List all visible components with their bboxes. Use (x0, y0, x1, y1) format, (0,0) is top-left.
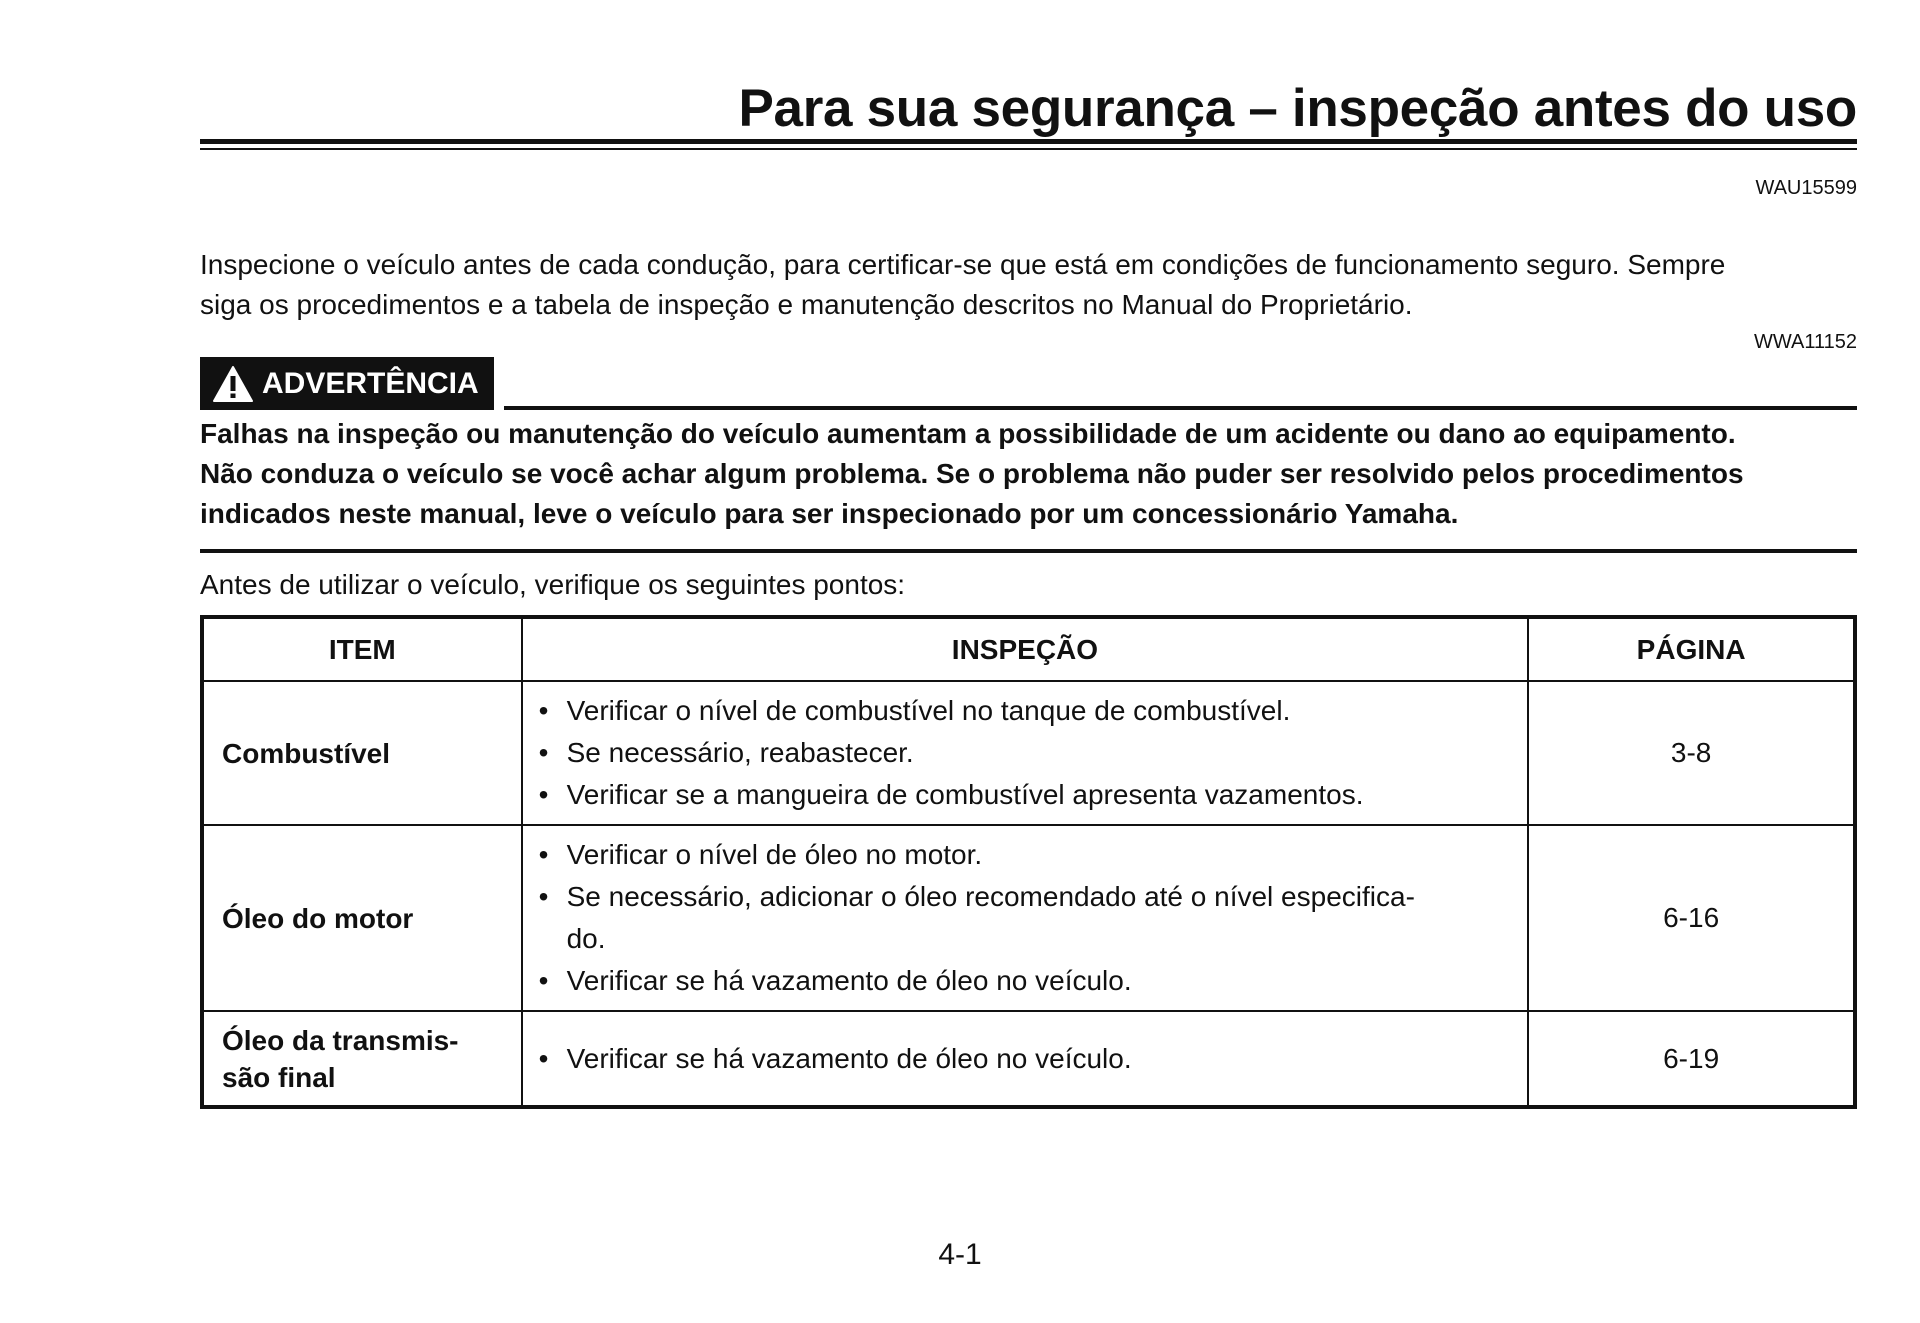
inspection-table (200, 615, 1857, 1109)
item-name: Combustível (222, 737, 391, 769)
check-item: • Verificar o nível de combustível no tanque de combustível. (539, 690, 1528, 732)
intro-paragraph (200, 245, 1857, 325)
header-inspection: INSPEÇÃO (522, 617, 1529, 681)
check-list (523, 682, 1528, 824)
table-intro: Antes de utilizar o veículo, verifique os seguintes pontos: (200, 569, 906, 600)
warning-rule-bottom (200, 549, 1857, 553)
check-item: • Se necessário, reabastecer. (539, 732, 1528, 774)
item-name-line: Óleo da transmis- (222, 1024, 459, 1056)
inspection-cell (522, 1011, 1529, 1107)
header-item: ITEM (202, 617, 522, 681)
page-ref: 6-19 (1528, 1011, 1855, 1107)
warning-text (200, 414, 1857, 534)
check-list (523, 1030, 1528, 1088)
warning-line: Não conduza o veículo se você achar algum problema. Se o problema não puder ser resolvido pelos procedimentos (200, 458, 1744, 489)
table-row (202, 1011, 1855, 1107)
intro-line: siga os procedimentos e a tabela de inspeção e manutenção descritos no Manual do Proprietário. (200, 289, 1413, 320)
check-item (539, 876, 1528, 960)
warning-badge (200, 357, 494, 410)
item-cell (202, 1011, 522, 1107)
title-rule-thick (200, 139, 1857, 144)
table-header-row (202, 617, 1855, 681)
page-title: Para sua segurança – inspeção antes do uso (738, 79, 1857, 138)
section-code: WAU15599 (1755, 177, 1857, 199)
item-cell (202, 681, 522, 825)
check-item: • Verificar se há vazamento de óleo no veículo. (539, 960, 1528, 1002)
check-item-line: Se necessário, adicionar o óleo recomendado até o nível especifica- (566, 881, 1415, 912)
check-item: • Verificar se há vazamento de óleo no veículo. (539, 1038, 1528, 1080)
warning-line: Falhas na inspeção ou manutenção do veículo aumentam a possibilidade de um acidente ou dano ao equipamento. (200, 418, 1736, 449)
item-name: Óleo do motor (222, 902, 414, 934)
check-item: • Verificar o nível de óleo no motor. (539, 834, 1528, 876)
warning-line: indicados neste manual, leve o veículo para ser inspecionado por um concessionário Yamaha. (200, 498, 1459, 529)
page-ref: 6-16 (1528, 825, 1855, 1011)
warning-code: WWA11152 (1754, 331, 1857, 353)
inspection-cell (522, 681, 1529, 825)
check-item-line: do. (566, 923, 606, 954)
check-item: • Verificar se a mangueira de combustível apresenta vazamentos. (539, 774, 1528, 816)
table-row (202, 681, 1855, 825)
warning-triangle-icon (210, 362, 256, 406)
warning-rule-top (504, 406, 1857, 410)
item-cell (202, 825, 522, 1011)
check-list (523, 826, 1528, 1010)
intro-line: Inspecione o veículo antes de cada condução, para certificar-se que está em condições de funcionamento seguro. Sempre (200, 249, 1726, 280)
header-page: PÁGINA (1528, 617, 1855, 681)
page-ref: 3-8 (1528, 681, 1855, 825)
title-rule-thin (200, 148, 1857, 150)
inspection-cell (522, 825, 1529, 1011)
page-number: 4-1 (938, 1238, 982, 1271)
table-row (202, 825, 1855, 1011)
item-name-line: são final (222, 1061, 336, 1093)
warning-label: ADVERTÊNCIA (262, 366, 479, 400)
